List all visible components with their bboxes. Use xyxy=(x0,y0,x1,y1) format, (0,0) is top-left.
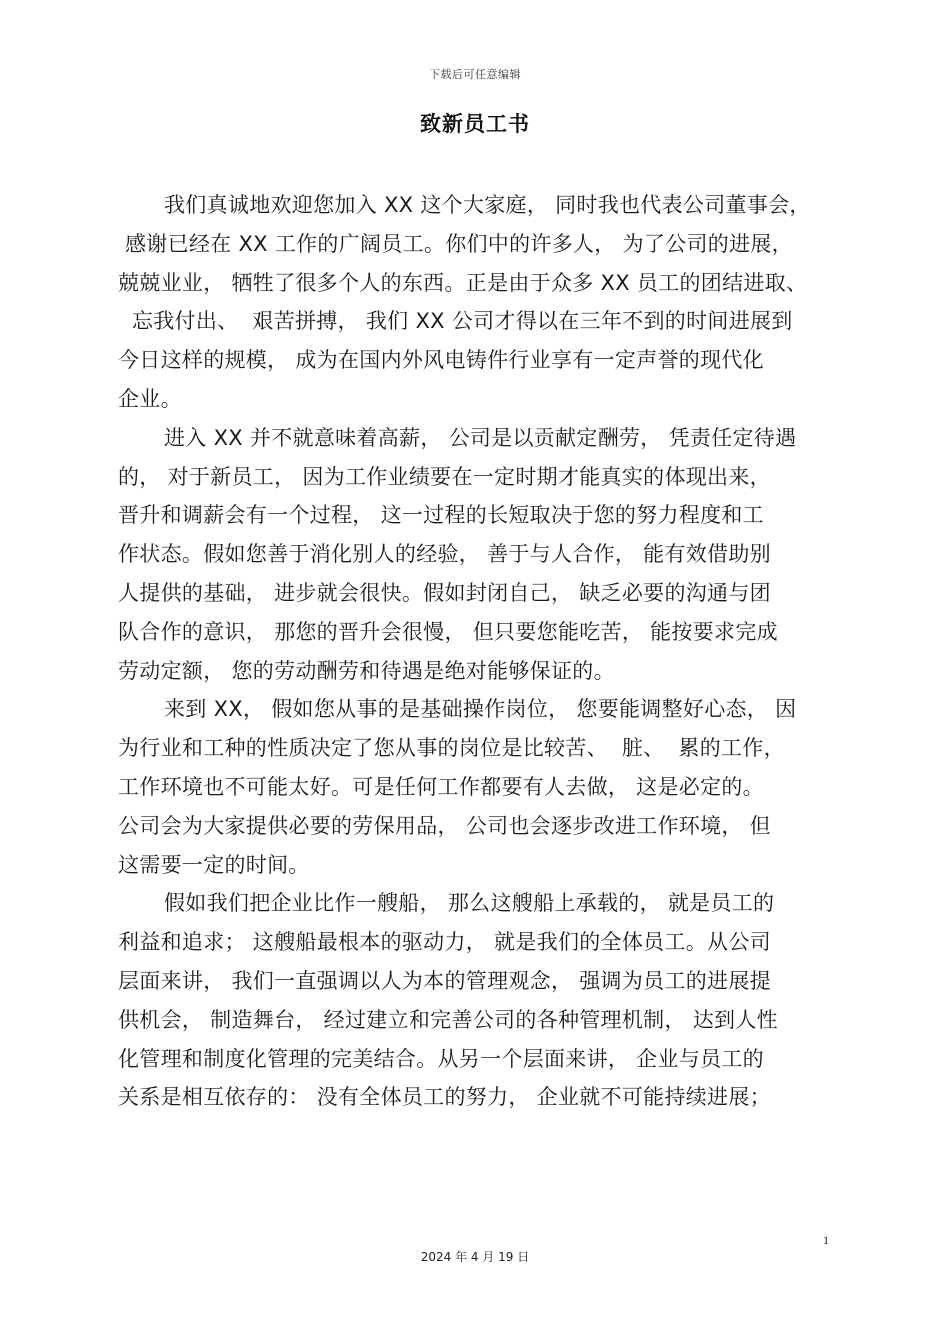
text-line: 作状态。假如您善于消化别人的经验， 善于与人合作， 能有效借助别 xyxy=(118,542,771,567)
text-line: 兢兢业业， 牺牲了很多个人的东西。正是由于众多 XX 员工的团结进取、 xyxy=(118,270,808,295)
footer-date: 2024 年 4 月 19 日 xyxy=(420,1250,530,1264)
paragraph-3 xyxy=(118,690,838,884)
text-line: 晋升和调薪会有一个过程， 这一过程的长短取决于您的努力程度和工 xyxy=(118,503,764,528)
paragraph-2 xyxy=(118,419,838,691)
text-line: 公司会为大家提供必要的劳保用品， 公司也会逐步改进工作环境， 但 xyxy=(118,813,771,838)
paragraph-4 xyxy=(118,884,838,1117)
header-note: 下载后可任意编辑 xyxy=(429,68,521,81)
text-line: 人提供的基础， 进步就会很快。假如封闭自己， 缺乏必要的沟通与团 xyxy=(118,580,771,605)
text-line: 来到 XX， 假如您从事的是基础操作岗位， 您要能调整好心态， 因 xyxy=(164,697,797,722)
text-line: 工作环境也不可能太好。可是任何工作都要有人去做， 这是必定的。 xyxy=(118,774,764,799)
document-title: 致新员工书 xyxy=(420,112,530,136)
text-line: 企业。 xyxy=(118,386,182,411)
document-body xyxy=(118,186,838,1117)
text-line: 层面来讲， 我们一直强调以人为本的管理观念， 强调为员工的进展提 xyxy=(118,968,771,993)
text-line: 供机会， 制造舞台， 经过建立和完善公司的各种管理机制， 达到人性 xyxy=(118,1007,778,1032)
text-line: 感谢已经在 XX 工作的广阔员工。你们中的许多人， 为了公司的进展， xyxy=(118,231,793,256)
text-line: 我们真诚地欢迎您加入 XX 这个大家庭， 同时我也代表公司董事会， xyxy=(164,193,811,217)
text-line: 利益和追求； 这艘船最根本的驱动力， 就是我们的全体员工。从公司 xyxy=(118,930,771,955)
text-line: 假如我们把企业比作一艘船， 那么这艘船上承载的， 就是员工的 xyxy=(164,891,775,916)
text-line: 今日这样的规模， 成为在国内外风电铸件行业享有一定声誉的现代化 xyxy=(118,348,764,373)
paragraph-1 xyxy=(118,186,838,419)
text-line: 的， 对于新员工， 因为工作业绩要在一定时期才能真实的体现出来， xyxy=(118,464,771,489)
text-line: 这需要一定的时间。 xyxy=(118,852,310,877)
page-number: 1 xyxy=(823,1233,829,1247)
text-line: 劳动定额， 您的劳动酬劳和待遇是绝对能够保证的。 xyxy=(118,658,615,683)
text-line: 关系是相互依存的： 没有全体员工的努力， 企业就不可能持续进展； xyxy=(118,1085,771,1110)
text-line: 队合作的意识， 那您的晋升会很慢， 但只要您能吃苦， 能按要求完成 xyxy=(118,619,778,644)
text-line: 为行业和工种的性质决定了您从事的岗位是比较苦、 脏、 累的工作， xyxy=(118,736,785,761)
text-line: 忘我付出、 艰苦拼搏， 我们 XX 公司才得以在三年不到的时间进展到 xyxy=(118,309,793,334)
text-line: 化管理和制度化管理的完美结合。从另一个层面来讲， 企业与员工的 xyxy=(118,1046,764,1071)
text-line: 进入 XX 并不就意味着高薪， 公司是以贡献定酬劳， 凭责任定待遇 xyxy=(164,425,797,450)
